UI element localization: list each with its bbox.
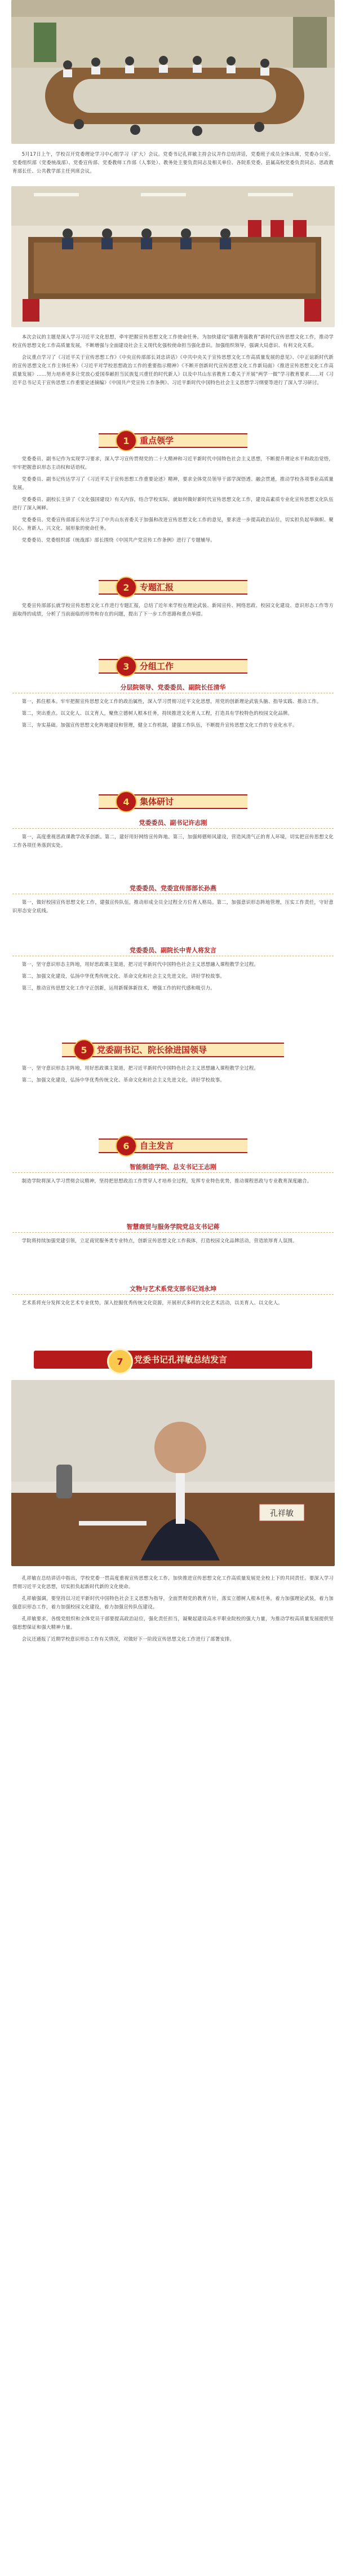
subsection-divider <box>12 1172 334 1173</box>
final-para: 孔祥敏要求，各级党组织和全体党员干部要提高政治站位，强化责任担当，凝聚起建设高水平职业院校的强大力量，为推动学校高质量发展提供坚强思想保证和强大精神力量。 <box>12 1616 334 1630</box>
section-title-6 <box>0 1132 346 1158</box>
sub7-paragraph <box>12 1299 334 1311</box>
section-number: 5 <box>73 1039 95 1061</box>
group-1-paragraphs <box>12 697 334 733</box>
lead-para: 党委委员、党委组织部（统战部）部长围绕《中国共产党宣传工作条例》进行了专题辅导。 <box>21 537 215 543</box>
group-para: 第二，加强文化建设，弘扬中华优秀传统文化、革命文化和社会主义先进文化，讲好学校故事。 <box>21 973 225 979</box>
group-para: 第三，推动宣传思想文化工作守正创新，运用新媒体新技术，增强工作的时代感和吸引力。 <box>21 985 215 991</box>
overview-text: 本次会议的主题是深入学习习近平文化思想，牵牢把握宣传思想文化工作使命任务。为加快建设“强教育强教育”新时代宣传思想文化工作，推动学校宣传思想文化工作高质量发展，不断增强与全面建设社会主义现代化强校使命担当强化意识。加强组织领导，强调大局意识、有利文化关系。 <box>12 334 334 348</box>
subsection-title: 党委委员、党委宣传部部长孙燕 <box>130 885 216 892</box>
section-banner-7 <box>0 1346 346 1373</box>
section-number: 6 <box>116 1135 137 1157</box>
sub3-text: 第一，做好校园宣传思想文化工作，建强宣传队伍，推动形成全员全过程全方位育人格局。第二，加强意识形态阵地管理，压实工作责任，守好意识形态安全底线。 <box>12 899 334 913</box>
subsection-title: 智能制造学院、总支书记王志刚 <box>130 1163 216 1171</box>
sub3-paragraph <box>12 898 334 918</box>
group-para: 第三，夯实基础。加强宣传思想文化阵地建设和管理，健全工作机制，建强工作队伍，不断提升宣传思想文化工作的专业化水平。 <box>21 722 298 728</box>
section-number: 2 <box>116 577 137 598</box>
lead-para: 党委委员、党委宣传部部长传达学习了中共山东省委关于加强和改进宣传思想文化工作的意见，要求进一步提高政治站位，切实担负起举旗帜、聚民心、育新人、兴文化、展形象的使命任务。 <box>12 517 334 531</box>
lead-para: 党委委员、副书记作为实现学习要求，深入学习宣传贯彻党的二十大精神和习近平新时代中国特色社会主义思想，不断提升理论水平和政治觉悟，牢牢把握意识形态主动权和话语权。 <box>12 456 334 470</box>
subsection-divider <box>12 1294 334 1295</box>
final-para: 孔祥敏在总结讲话中指出，学校党委一贯高度重视宣传思想文化工作，加快推进宣传思想文化工作高质量发展是全校上下的共同责任。要深入学习贯彻习近平文化思想，切实担负起新时代新的文化使命。 <box>12 1575 334 1589</box>
section-heading: 集体研讨 <box>140 797 174 807</box>
final-para: 会议还通报了近期学校意识形态工作有关情况，对做好下一阶段宣传思想文化工作进行了部署安排。 <box>21 1636 235 1642</box>
group-para: 第一，坚守意识形态主阵地，用好思政课主渠道，把习近平新时代中国特色社会主义思想融入课程教学全过程。 <box>21 961 259 967</box>
section-title-3 <box>0 652 346 678</box>
sub5-text: 制造学院将深入学习贯彻会议精神，坚持把思想政治工作贯穿人才培养全过程，发挥专业特色优势，推动课程思政与专业教育深度融合。 <box>21 1178 312 1184</box>
report-text: 党委宣传部部长就学校宣传思想文化工作进行专题汇报，总结了近年来学校在理论武装、新闻宣传、网络思政、校园文化建设、意识形态工作等方面取得的成绩，分析了当前面临的形势和存在的问题，提出了下一步工作思路和重点举措。 <box>12 603 334 617</box>
sub7-text: 艺术系将充分发挥文化艺术专业优势，深入挖掘优秀传统文化资源，开展形式多样的文化艺术活动，以美育人、以文化人。 <box>21 1300 283 1305</box>
section-title-5 <box>0 1036 346 1062</box>
section-title-2 <box>0 573 346 599</box>
speaker-photo <box>11 1380 335 1566</box>
group-para: 第二，加强文化建设，弘扬中华优秀传统文化、革命文化和社会主义先进文化，讲好学校故事。 <box>21 1077 225 1083</box>
intro-text: 5月17日上午，学校召开党委理论学习中心组学习（扩大）会议。党委书记孔祥敏主持会议并作总结讲话，党委班子成员全体出席，党委办公室、党委组织部（党委统战部）、党委宣传部、党委教师工作部（人事处）、教务处主要负责同志及相关单位、各院系党委、县属高校党委负责同志、思政教育部长任、公共教学部主任列席会议。 <box>12 151 334 174</box>
section-heading: 分组工作 <box>140 661 174 671</box>
sub5-paragraph <box>12 1177 334 1189</box>
sub2-text: 第一，高度重视思政课教学改革创新。第二，建好用好网络宣传阵地。第三，加强师德师风建设，营造风清气正的育人环境，切实把宣传思想文化工作各项任务落到实处。 <box>12 834 334 848</box>
group-4-paragraphs <box>12 960 334 996</box>
final-para: 孔祥敏强调，要坚持以习近平新时代中国特色社会主义思想为指导，全面贯彻党的教育方针，落实立德树人根本任务，着力加强理论武装，着力加强意识形态工作，着力加强校园文化建设，着力加强宣传队伍建设。 <box>12 1595 334 1610</box>
section-title-4 <box>0 788 346 814</box>
section-heading: 党委书记孔祥敏总结发言 <box>134 1355 228 1365</box>
overview-text-2: 会议重点学习了《习近平关于宣传思想工作》《中央宣传部部长刘忠讲话》《中共中央关于宣传思想文化工作高质量发展的意见》、《中正谊新时代新的宣传思想文化工作主体任务》《习近平对学校思想政治工作的重要指示精神》《不断开创新时代宣传思想文化工作新局面》《推进宣传思想文化工作高质量发展》……努力培养更多让党放心爱国奉献担当民族复兴重任的时代新人》以及中共山东省教育工委关于开展“两学一做”学习教育要求……对《习近平总书记关于宣传思想工作重要论述摘编》《中国共产党宣传工作条例》、习近平新时代中国特色社会主义思想学习纲要等进行了深入学习研讨。 <box>12 354 334 385</box>
section-number: 7 <box>107 1348 133 1374</box>
final-paragraphs <box>12 1574 334 1647</box>
intro-paragraph <box>12 150 334 179</box>
section-number: 3 <box>116 656 137 677</box>
section-heading: 自主发言 <box>140 1141 174 1151</box>
section-number: 4 <box>116 791 137 812</box>
sub6-paragraph <box>12 1237 334 1249</box>
subsection-divider <box>12 828 334 829</box>
subsection-divider <box>12 1232 334 1233</box>
group-para: 第二，突出重点。以文化人、以文育人，聚焦立德树人根本任务，持续推进文化育人工程，打造具有学校特色的校园文化品牌。 <box>21 710 292 716</box>
subsection-title: 分层院领导、党委委员、副院长任清华 <box>120 684 226 691</box>
overview-paragraph <box>12 333 334 390</box>
sub6-text: 学院将持续加强党建引领，立足商贸服务类专业特点，创新宣传思想文化工作载体，打造校园文化品牌活动，营造浓厚育人氛围。 <box>21 1238 298 1243</box>
subsection-title: 党委委员、副书记许志刚 <box>139 819 207 827</box>
subsection-title: 党委委员、副院长中青人将发言 <box>130 947 216 954</box>
subsection-title: 智慧商贸与服务学院党总支书记蒋 <box>126 1223 220 1230</box>
section-title-1 <box>0 427 346 452</box>
section-heading: 专题汇报 <box>140 582 174 592</box>
group-para: 第一，抓住根本。牢牢把握宣传思想文化工作的政治属性，深入学习贯彻习近平文化思想，用党的创新理论武装头脑、指导实践、推动工作。 <box>21 698 322 704</box>
meeting-photo-2 <box>11 186 335 327</box>
report-paragraph <box>12 601 334 622</box>
meeting-photo-1 <box>11 0 335 144</box>
section-5-paragraphs <box>12 1064 334 1088</box>
lead-paragraphs <box>12 455 334 548</box>
section-heading: 重点领学 <box>140 436 174 446</box>
section-number: 1 <box>116 430 137 451</box>
lead-para: 党委委员、副校长主讲了《文化强国建设》有关内容，结合学校实际，就如何做好新时代宣传思想文化工作，建设高素质专业化宣传思想文化队伍进行了深入阐释。 <box>12 496 334 511</box>
subsection-title: 文物与艺术系党支部书记刘永坤 <box>130 1285 216 1293</box>
group-para: 第一，坚守意识形态主阵地，用好思政课主渠道，把习近平新时代中国特色社会主义思想融入课程教学全过程。 <box>21 1065 259 1071</box>
lead-para: 党委委员、副书记传达学习了《习近平关于宣传思想工作重要论述》精神，要求全体党员领导干部学深悟透、融会贯通，推动学校各项事业高质量发展。 <box>12 476 334 490</box>
section-heading: 党委副书记、院长徐进国领导 <box>97 1045 207 1055</box>
sub2-paragraph <box>12 833 334 853</box>
nameplate: 孔祥敏 <box>270 1509 294 1518</box>
